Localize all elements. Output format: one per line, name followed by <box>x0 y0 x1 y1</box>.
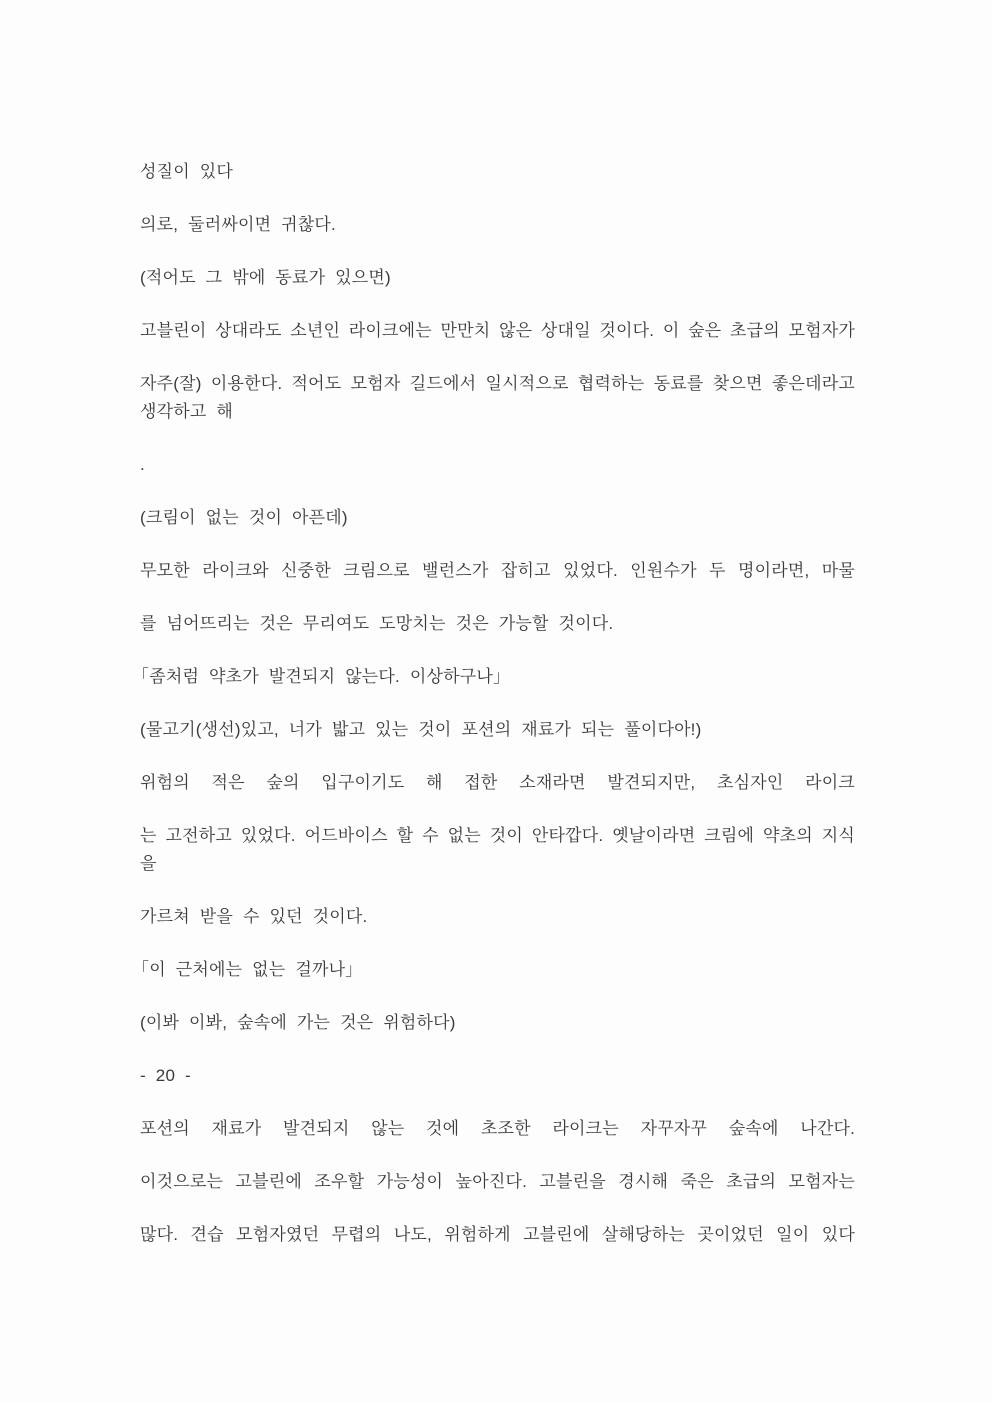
text-line: 를 넘어뜨리는 것은 무리여도 도망치는 것은 가능할 것이다. <box>140 614 614 633</box>
paragraph <box>140 317 855 345</box>
text-line: 이것으로는 고블린에 조우할 가능성이 높아진다. 고블린을 경시해 죽은 초급의 모험자는 <box>140 1172 855 1191</box>
text-line: 의로, 둘러싸이면 귀찮다. <box>140 215 336 234</box>
text-line: (이봐 이봐, 숲속에 가는 것은 위험하다) <box>140 1013 456 1032</box>
paragraph <box>132 956 855 984</box>
text-content <box>132 158 855 1249</box>
text-line: 포션의 재료가 발견되지 않는 것에 초조한 라이크는 자꾸자꾸 숲속에 나간다. <box>140 1119 855 1138</box>
paragraph <box>140 557 855 585</box>
paragraph <box>140 158 855 186</box>
paragraph <box>140 370 855 426</box>
paragraph <box>140 1009 855 1037</box>
text-line: 고블린이 상대라도 소년인 라이크에는 만만치 않은 상대일 것이다. 이 숲은 초급의 모험자가 <box>140 321 855 340</box>
paragraph <box>140 716 855 744</box>
page-number <box>140 1062 855 1090</box>
text-line: (적어도 그 밖에 동료가 있으면) <box>140 268 391 287</box>
text-line: 자주(잘) 이용한다. 적어도 모험자 길드에서 일시적으로 협력하는 동료를 찾으면 좋은데라고 <box>140 374 855 393</box>
text-line: (물고기(생선)있고, 너가 밟고 있는 것이 포션의 재료가 되는 풀이다아!) <box>140 720 702 739</box>
paragraph <box>140 822 855 878</box>
paragraph <box>140 1221 855 1249</box>
paragraph <box>140 1168 855 1196</box>
paragraph <box>140 610 855 638</box>
text-line: 「좀처럼 약초가 발견되지 않는다. 이상하구나」 <box>132 667 511 686</box>
paragraph <box>132 663 855 691</box>
paragraph <box>140 264 855 292</box>
text-line: . <box>140 455 145 474</box>
text-line: 는 고전하고 있었다. 어드바이스 할 수 없는 것이 안타깝다. 옛날이라면 크림에 약초의 지식 <box>140 826 855 845</box>
paragraph <box>140 769 855 797</box>
paragraph <box>140 1115 855 1143</box>
text-line: - 20 - <box>140 1066 191 1085</box>
text-line: 「이 근처에는 없는 걸까나」 <box>132 960 363 979</box>
text-line: 많다. 견습 모험자였던 무렵의 나도, 위험하게 고블린에 살해당하는 곳이었던 일이 있다 <box>140 1225 855 1244</box>
paragraph <box>140 903 855 931</box>
text-line: 위험의 적은 숲의 입구이기도 해 접한 소재라면 발견되지만, 초심자인 라이크 <box>140 773 855 792</box>
paragraph <box>140 504 855 532</box>
text-line: (크림이 없는 것이 아픈데) <box>140 508 348 527</box>
text-line: 생각하고 해 <box>140 402 234 421</box>
text-line: 을 <box>140 854 157 873</box>
paragraph <box>140 211 855 239</box>
paragraph <box>140 451 855 479</box>
text-line: 성질이 있다 <box>140 162 234 181</box>
text-line: 가르쳐 받을 수 있던 것이다. <box>140 907 368 926</box>
text-line: 무모한 라이크와 신중한 크림으로 밸런스가 잡히고 있었다. 인원수가 두 명이라면, 마물 <box>140 561 855 580</box>
